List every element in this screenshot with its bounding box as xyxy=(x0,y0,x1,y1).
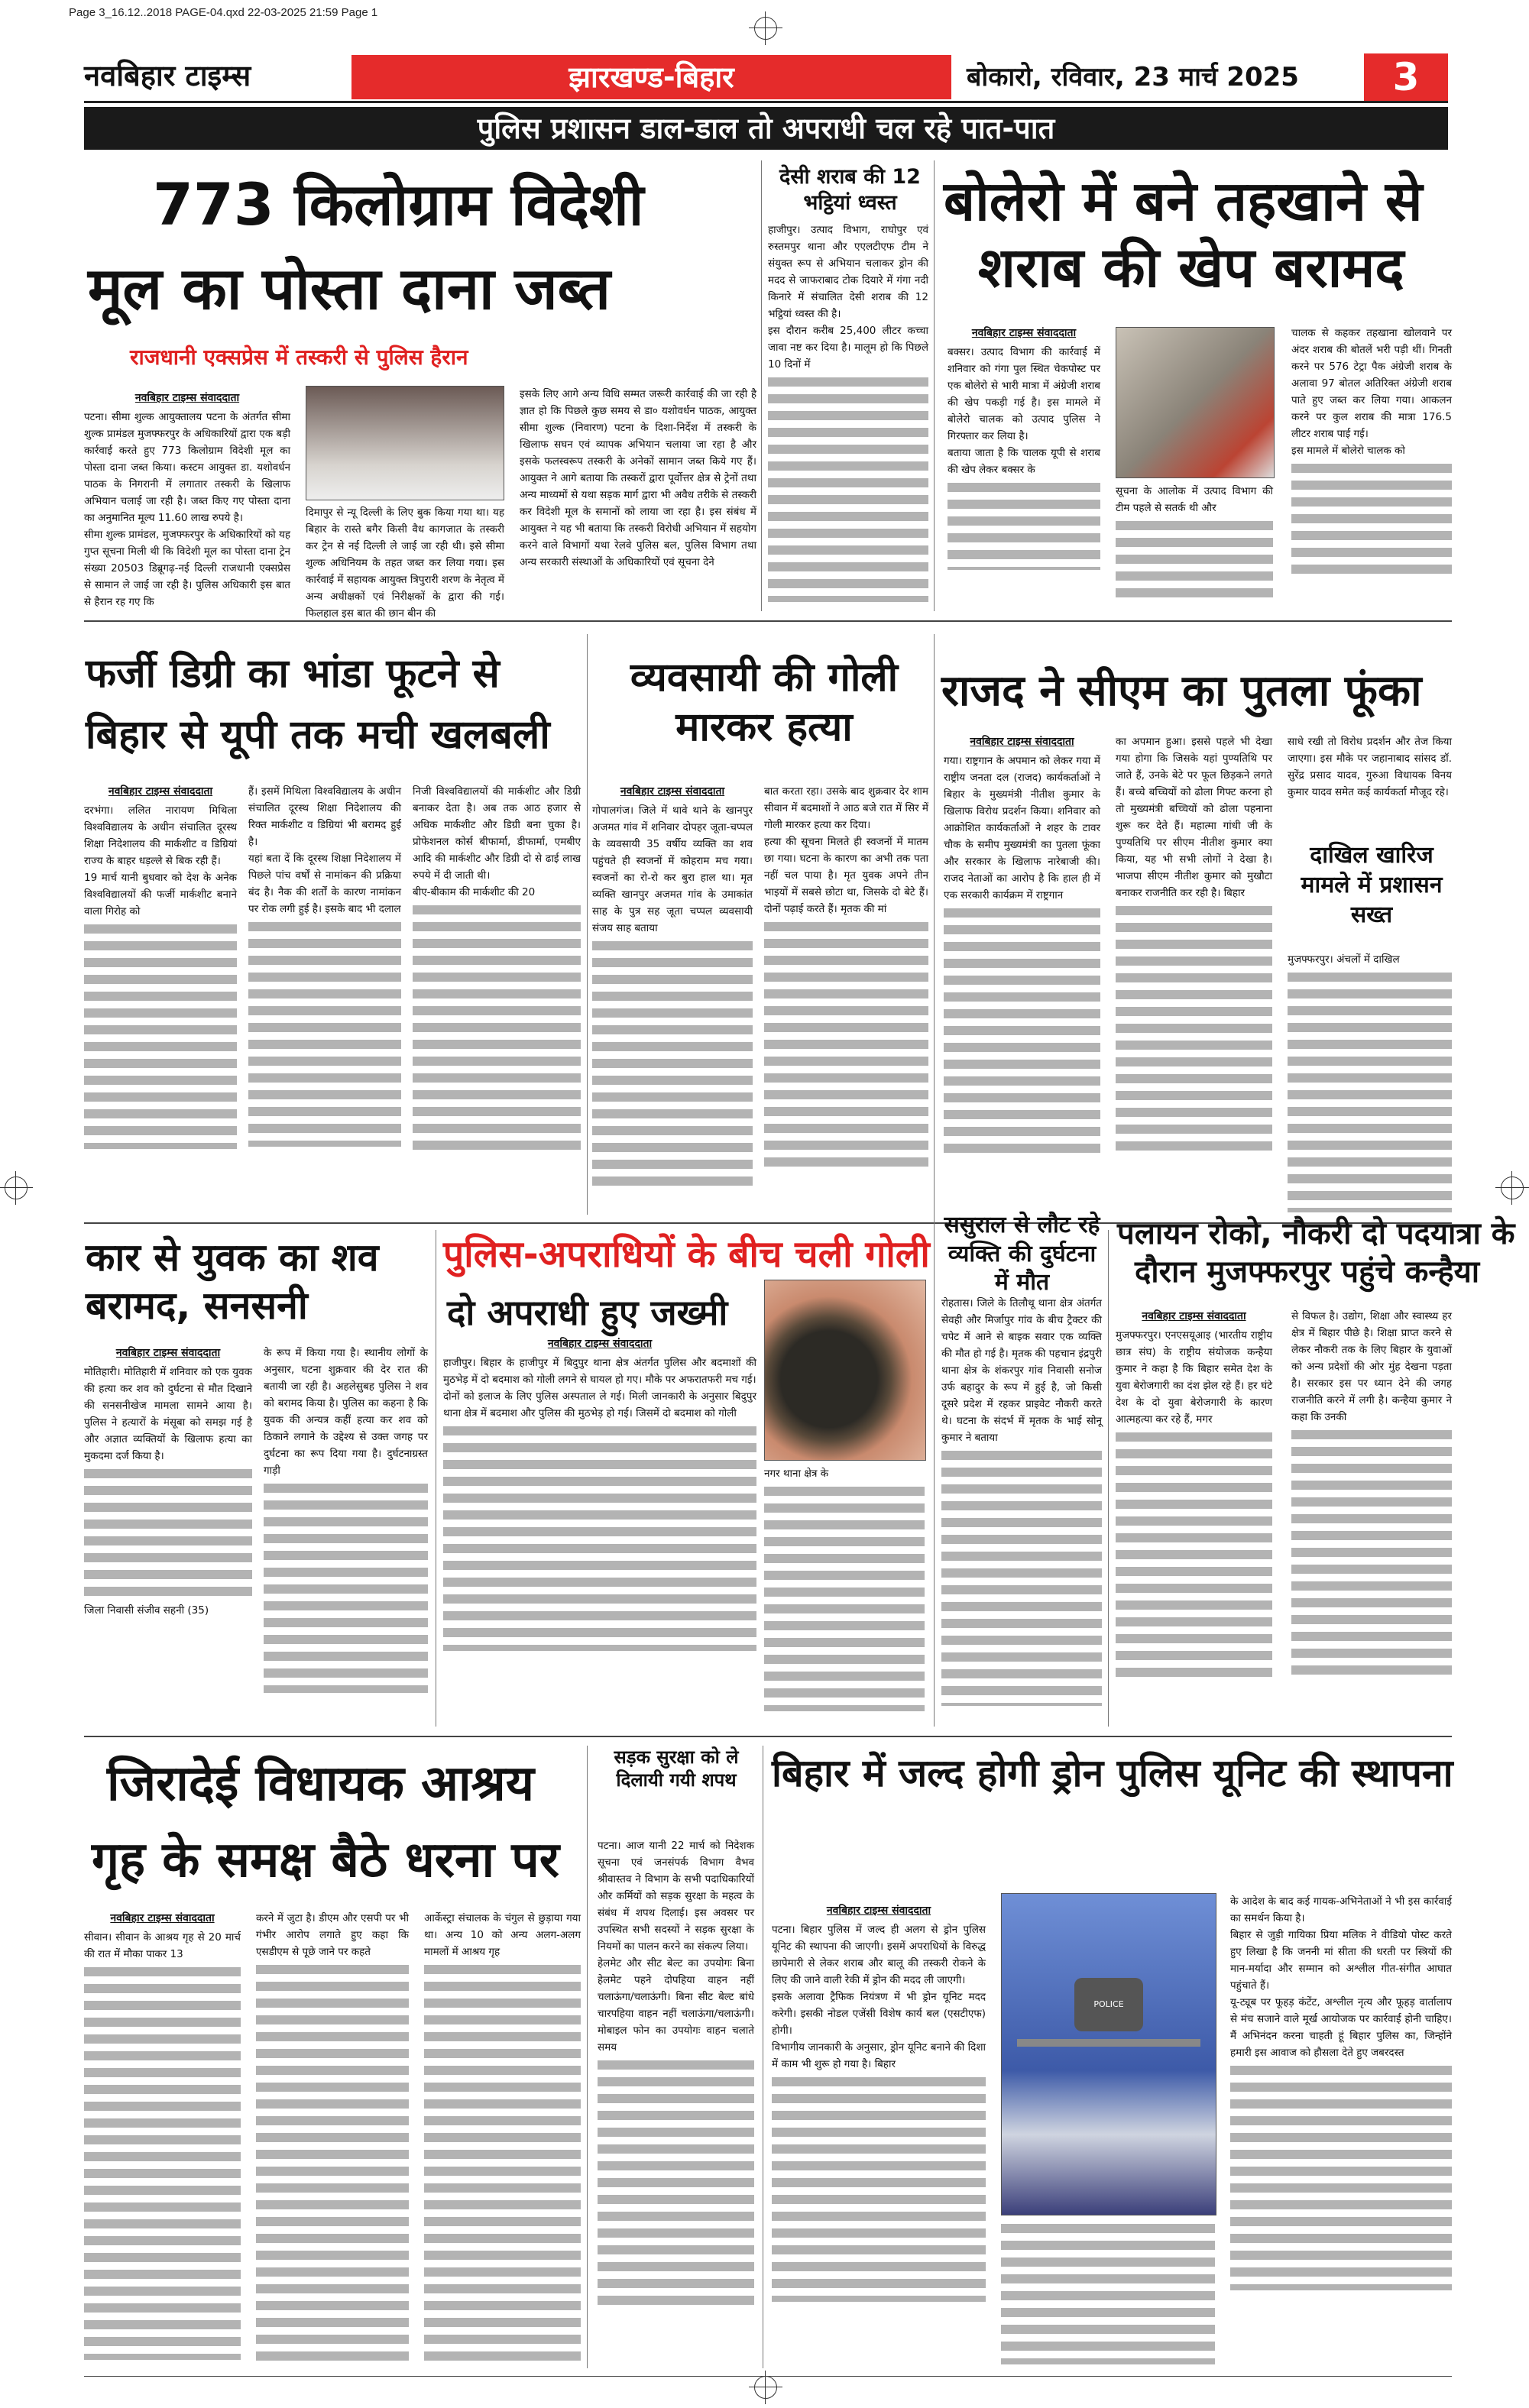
byline: नवबिहार टाइम्स संवाददाता xyxy=(826,1905,931,1917)
column-rule xyxy=(934,634,935,1727)
byline: नवबिहार टाइम्स संवाददाता xyxy=(971,327,1077,339)
paragraph: हैं। इसमें मिथिला विश्वविद्यालय के अधीन संचालित दूरस्थ शिक्षा निदेशालय की रिक्त मार्कशीट व डिग्रियां भी बरामद हुई है। xyxy=(248,785,401,848)
headline-kanhaiya-2: दौरान मुजफ्फरपुर पहुंचे कन्हैया xyxy=(1135,1254,1480,1290)
headline-car: कार से युवक का शव बरामद, सनसनी xyxy=(86,1235,379,1328)
text-filler xyxy=(948,478,1100,570)
article-drone-col2 xyxy=(1001,2219,1215,2368)
text-filler xyxy=(256,1960,409,2365)
headline-poppy-2: मूल का पोस्ता दाना जब्त xyxy=(88,254,611,322)
headline-drone: बिहार में जल्द होगी ड्रोन पुलिस यूनिट की स्थापना xyxy=(772,1751,1453,1795)
paragraph: बीए-बीकाम की मार्कशीट की 20 xyxy=(413,886,536,898)
text-filler xyxy=(772,2073,986,2302)
text-filler xyxy=(84,1465,252,1602)
paragraph: जिला निवासी संजीव सहनी (35) xyxy=(84,1604,209,1617)
registration-mark-icon xyxy=(754,17,777,40)
paragraph: दिमापुर से न्यू दिल्ली के लिए बुक किया गया था। यह बिहार के रास्ते बगैर किसी वैध कागजात के तस्करी कर ट्रेन से नई दिल्ली ले जाई जा रही थी। इसे सीमा शुल्क अधिनियम के तहत जब्त कर लिया गया। इस कार्रवाई में सहायक आयुक्त त्रिपुरारी शरण के नेतृत्व में अन्य अधीक्षकों एवं निरीक्षकों के द्वारा की गई। फिलहाल इस बात की छान बीन की xyxy=(306,507,504,620)
paragraph: इस दौरान करीब 25,400 लीटर कच्चा जावा नष्ट कर दिया है। मालूम हो कि पिछले 10 दिनों में xyxy=(768,325,928,371)
paragraph: साधे रखी तो विरोध प्रदर्शन और तेज किया जाएगा। इस मौके पर जहानाबाद सांसद डॉ. सुरेंद्र प्रसाद यादव, गुरुआ विधायक विनय कुमार यादव समेत कई कार्यकर्ता मौजूद रहे। xyxy=(1288,736,1452,798)
paragraph: सीवान। सीवान के आश्रय गृह से 20 मार्च की रात में मौका पाकर 13 xyxy=(84,1931,241,1960)
byline: नवबिहार टाइम्स संवाददाता xyxy=(108,785,213,798)
headline-ziradei-1: जिरादेई विधायक आश्रय xyxy=(107,1756,534,1812)
paragraph: दोनों को इलाज के लिए पुलिस अस्पताल ले गई। मिली जानकारी के अनुसार बिदुपुर थाना क्षेत्र में बदमाश और पुलिस की मुठभेड़ हो गई। जिसमें दो बदमाश को गोली xyxy=(443,1390,756,1419)
text-filler xyxy=(1116,901,1272,1154)
paragraph: इसके अलावा ट्रैफिक नियंत्रण में भी ड्रोन यूनिट मदद करेगी। इसकी नोडल एजेंसी विशेष कार्य बल (एसटीएफ) होगी। xyxy=(772,1991,986,2037)
drone-arms xyxy=(1017,2039,1200,2047)
paragraph: नगर थाना क्षेत्र के xyxy=(764,1468,829,1480)
text-filler xyxy=(413,901,581,1153)
article-encounter-col2 xyxy=(764,1465,925,1721)
article-dakhil xyxy=(1288,951,1452,1219)
banner-headline: पुलिस प्रशासन डाल-डाल तो अपराधी चल रहे पात-पात xyxy=(84,107,1448,150)
article-rjd-col1 xyxy=(944,733,1100,1219)
text-filler xyxy=(424,1960,581,2365)
police-drone-photo xyxy=(1001,1893,1216,2215)
text-filler xyxy=(768,373,928,602)
headline-ziradei-2: गृह के समक्ष बैठे धरना पर xyxy=(92,1832,559,1889)
paragraph: चालक से कहकर तहखाना खोलवाने पर अंदर शराब की बोतलें भरी पड़ी थीं। गिनती करने पर 576 टेट्रा पैक अंग्रेजी शराब के अलावा 97 बोतल अतिरिक्त अंग्रेजी शराब पाते हुए जब्त कर लिया गया। आकलन करने पर कुल शराब की मात्रा 176.5 लीटर शराब पाई गई। xyxy=(1291,327,1452,440)
headline-accident: ससुराल से लौट रहे व्यक्ति की दुर्घटना में मौत xyxy=(944,1212,1100,1296)
article-poppy-col2 xyxy=(306,504,504,620)
article-poppy-col1 xyxy=(84,390,290,607)
article-ziradei-col3 xyxy=(424,1910,581,2368)
customs-seizure-photo xyxy=(306,386,504,500)
headline-bolero-2: शराब की खेप बरामद xyxy=(978,235,1404,299)
text-filler xyxy=(84,1963,241,2360)
paragraph: पटना। सीमा शुल्क आयुक्तालय पटना के अंतर्गत सीमा शुल्क प्रामंडल मुजफ्फरपुर के अधिकारियों द्वारा एक बड़ी कार्रवाई करते हुए 773 किलोग्राम विदेशी मूल का पोस्ता दाना जब्त किया। कस्टम आयुक्त डा. यशोवर्धन पाठक के निगरानी में लगातार तस्करी के खिलाफ अभियान चलाई जा रही है। जब्त किए गए पोस्ता दाना का अनुमानित मूल्य 11.60 लाख रुपये है। xyxy=(84,411,290,524)
headline-murder: व्यवसायी की गोली मारकर हत्या xyxy=(630,655,899,750)
subhead-encounter: दो अपराधी हुए जख्मी xyxy=(447,1292,728,1333)
article-ziradei-col1 xyxy=(84,1910,241,2368)
paragraph: करने में जुटा है। डीएम और एसपी पर भी गंभीर आरोप लगाते हुए कहा कि एसडीएम से पूछे जाने पर कहते xyxy=(256,1912,409,1958)
text-filler xyxy=(1291,459,1452,574)
column-rule xyxy=(587,1746,588,2368)
header-rule xyxy=(84,101,1448,103)
byline: नवबिहार टाइम्स संवाददाता xyxy=(115,1347,221,1359)
text-filler xyxy=(1291,1426,1452,1678)
text-filler xyxy=(764,918,928,1170)
paragraph: यहां बता दें कि दूरस्थ शिक्षा निदेशालय में पिछले पांच वर्षों से नामांकन की प्रक्रिया बंद है। नैक की शर्तों के कारण नामांकन पर रोक लगी हुई है। इसके बाद भी दलाल xyxy=(248,853,401,915)
headline-rjd: राजद ने सीएम का पुतला फूंका xyxy=(941,666,1422,716)
text-filler xyxy=(764,1482,925,1711)
article-rjd-col3 xyxy=(1288,733,1452,837)
registration-mark-icon xyxy=(754,2376,777,2399)
headline-road: सड़क सुरक्षा को ले दिलायी गयी शपथ xyxy=(614,1746,739,1791)
paragraph: का अपमान हुआ। इससे पहले भी देखा गया होगा कि जिसके यहां पुण्यतिथि पर जाते हैं, उनके बेटे पर फूल छिड़कने लगते हैं। बच्चे बच्चियों को ढोला गिफ्ट करना हो तो मुख्यमंत्री बच्चियों को ढोला पहनाना शुरू कर देते हैं। महात्मा गांधी जी के पुण्यतिथि पर सीएम नीतीश कुमार क्या किया, यह भी सभी लोगों ने देखा है। भाजपा सीएम नीतीश कुमार को मुखौटा बनाकर राजनीति कर रही है। बिहार xyxy=(1116,736,1272,899)
paragraph: 19 मार्च यानी बुधवार को देश के अनेक विश्वविद्यालयों की फर्जी मार्कशीट बनाने वाला गिरोह को xyxy=(84,872,237,918)
headline-bhatti: देसी शराब की 12 भट्ठियां ध्वस्त xyxy=(779,165,921,215)
paragraph: दरभंगा। ललित नारायण मिथिला विश्वविद्यालय के अधीन संचालित दूरस्थ शिक्षा निदेशालय की मार्कशीट व डिग्रियां राज्य के बाहर धड़ल्ले से बिक रही हैं। xyxy=(84,804,237,867)
pistol-photo xyxy=(764,1280,926,1461)
paragraph: गोपालगंज। जिले में थावे थाने के खानपुर अजमत गांव में शनिवार दोपहर जूता-चप्पल के व्यवसायी 35 वर्षीय व्यक्ति का शव पहुंचते ही स्वजनों में कोहराम मच गया। स्वजनों का रो-रो कर बुरा हाल था। मृत व्यक्ति खानपुर अजमत गांव के उमाकांत साह के पुत्र सह जूता चप्पल व्यवसायी संजय साह बताया xyxy=(592,804,753,934)
column-rule xyxy=(761,160,762,611)
paragraph: हाजीपुर। बिहार के हाजीपुर में बिदुपुर थाना क्षेत्र अंतर्गत पुलिस और बदमाशों की मुठभेड़ में दो बदमाश को गोली लगने से घायल हो गए। मौके पर अफरातफरी मच गई। xyxy=(443,1357,756,1386)
text-filler xyxy=(598,2056,754,2308)
text-filler xyxy=(84,920,237,1149)
text-filler xyxy=(248,918,401,1147)
paragraph: के रूप में किया गया है। स्थानीय लोगों के अनुसार, घटना शुक्रवार की देर रात की बतायी जा रही है। अहलेसुबह पुलिस ने शव को बरामद किया है। पुलिस का कहना है कि युवक की अन्यत्र कहीं हत्या कर शव को ठिकाने लगाने के उद्देश्य से उक्त जगह पर दुर्घटना का रूप दिया गया है। दुर्घटनाग्रस्त गाड़ी xyxy=(264,1347,428,1477)
text-filler xyxy=(1288,968,1452,1212)
paragraph: पटना। आज यानी 22 मार्च को निदेशक सूचना एवं जनसंपर्क विभाग वैभव श्रीवास्तव ने विभाग के सभी पदाधिकारियों और कर्मियों को सड़क सुरक्षा के महत्व के संबंध में शपथ दिलाई। इस अवसर पर उपस्थित सभी सदस्यों ने सड़क सुरक्षा के नियमों का पालन करने का संकल्प लिया। xyxy=(598,1840,754,1953)
text-filler xyxy=(944,904,1100,1156)
text-filler xyxy=(264,1479,428,1693)
divider xyxy=(84,620,1452,622)
paragraph: पटना। बिहार पुलिस में जल्द ही अलग से ड्रोन पुलिस यूनिट की स्थापना की जाएगी। इसमें अपराधियों के विरुद्ध छापेमारी से लेकर शराब और बालू की तस्करी रोकने के लिए की जाने वाली रेकी में ड्रोन की मदद ली जाएगी। xyxy=(772,1924,986,1986)
paragraph: रोहतास। जिले के तिलौथू थाना क्षेत्र अंतर्गत सेवही और मिर्जापुर गांव के बीच ट्रैक्टर की चपेट में आने से बाइक सवार एक व्यक्ति की मौत हो गई है। मृतक की पहचान इंद्रपुरी थाना क्षेत्र के शंकरपुर गांव निवासी सनोज उर्फ बहादुर के रूप में हुई है, जो किसी दूसरे प्रदेश में रहकर प्राइवेट नौकरी करते थे। घटना के संदर्भ में मृतक के भाई सोनू कुमार ने बताया xyxy=(941,1297,1102,1444)
article-kanhaiya-col2 xyxy=(1291,1308,1452,1723)
byline: नवबिहार टाइम्स संवाददाता xyxy=(1142,1310,1246,1322)
headline-degree-2: बिहार से यूपी तक मची खलबली xyxy=(86,712,550,758)
text-filler xyxy=(941,1446,1102,1706)
page-number: 3 xyxy=(1364,53,1448,101)
paragraph: हत्या की सूचना मिलते ही स्वजनों में मातम छा गया। घटना के कारण का अभी तक पता नहीं चल पाया है। मृत युवक अपने तीन भाइयों में सबसे छोटा था, जिसके दो बेटे हैं। दोनों पढ़ाई करते हैं। मृतक की मां xyxy=(764,836,928,915)
headline-dakhil: दाखिल खारिज मामले में प्रशासन सख्त xyxy=(1301,842,1443,928)
paragraph: बिहार से जुड़ी गायिका प्रिया मलिक ने वीडियो पोस्ट करते हुए लिखा है कि जननी मां सीता की धरती पर स्त्रियों की मान-मर्यादा और सम्मान को अश्लील गीत-संगीत आघात पहुंचाते हैं। xyxy=(1230,1929,1452,1992)
paragraph: से विफल है। उद्योग, शिक्षा और स्वास्थ्य हर क्षेत्र में बिहार पीछे है। शिक्षा प्राप्त करने से लेकर नौकरी तक के लिए बिहार के युवाओं को अन्य प्रदेशों की ओर मुंह देखना पड़ता है। सरकार इस पर ध्यान देने की जगह राजनीति करने में लगी है। कन्हैया कुमार ने कहा कि उनकी xyxy=(1291,1310,1452,1423)
paragraph: मुजफ्फरपुर। एनएसयूआइ (भारतीय राष्ट्रीय छात्र संघ) के राष्ट्रीय संयोजक कन्हैया कुमार ने कहा है कि बिहार समेत देश के युवा बेरोजगारी का दंश झेल रहे हैं। हर घंटे देश के दो युवा बेरोजगारी के कारण आत्महत्या कर रहे हैं, मगर xyxy=(1116,1329,1272,1426)
article-drone-col1 xyxy=(772,1902,986,2368)
paragraph: यू-ट्यूब पर फूहड़ कंटेंट, अश्लील नृत्य और फूहड़ वार्तालाप से मंच सजाने वाले मूर्ख आयोजक पर कार्रवाई होनी चाहिए। मैं अभिनंदन करना चाहती हूं बिहार पुलिस का, जिन्होंने हमारी इस आवाज को हौसला देते हुए जबरदस्त xyxy=(1230,1996,1452,2059)
byline: नवबिहार टाइम्स संवाददाता xyxy=(620,785,725,798)
text-filler xyxy=(592,937,753,1189)
article-car-col2 xyxy=(264,1345,428,1723)
paragraph: विभागीय जानकारी के अनुसार, ड्रोन यूनिट बनाने की दिशा में काम भी शुरू हो गया है। बिहार xyxy=(772,2041,986,2070)
byline: नवबिहार टाइम्स संवाददाता xyxy=(110,1912,215,1924)
headline-kanhaiya-1: पलायन रोको, नौकरी दो पदयात्रा के xyxy=(1117,1216,1515,1251)
article-degree-col2 xyxy=(248,783,401,1219)
article-poppy-col3 xyxy=(520,386,756,607)
column-rule xyxy=(934,160,935,611)
article-bhatti xyxy=(768,222,928,607)
article-drone-col3 xyxy=(1230,1893,1452,2368)
text-filler xyxy=(1001,2219,1215,2364)
registration-mark-icon xyxy=(1501,1176,1524,1199)
article-murder-col2 xyxy=(764,783,928,1219)
paragraph: मोतिहारी। मोतिहारी में शनिवार को एक युवक की हत्या कर शव को दुर्घटना से मौत दिखाने की सनसनीखेज मामला सामने आया है। पुलिस ने हत्यारों के मंसूबा को समझ गई है और अज्ञात व्यक्तियों के खिलाफ हत्या का मुकदमा दर्ज किया है। xyxy=(84,1366,252,1462)
text-filler xyxy=(1116,1428,1272,1680)
article-road xyxy=(598,1837,754,2368)
footer-rule xyxy=(84,2376,1452,2377)
article-degree-col3 xyxy=(413,783,581,1219)
registration-mark-icon xyxy=(5,1176,28,1199)
byline: नवबिहार टाइम्स संवाददाता xyxy=(547,1338,653,1350)
section-title: झारखण्ड-बिहार xyxy=(351,55,951,99)
article-murder-col1 xyxy=(592,783,753,1219)
masthead: नवबिहार टाइम्स xyxy=(84,59,251,92)
paragraph: मुजफ्फरपुर। अंचलों में दाखिल xyxy=(1288,953,1400,966)
column-rule xyxy=(1108,1230,1109,1727)
headline-bolero-1: बोलेरो में बने तहखाने से xyxy=(944,169,1423,233)
article-bolero-col2 xyxy=(1116,483,1273,607)
liquor-in-vehicle-photo xyxy=(1116,327,1275,478)
divider xyxy=(84,1736,1452,1737)
article-bolero-col3 xyxy=(1291,325,1452,607)
paragraph: सूचना के आलोक में उत्पाद विभाग की टीम पहले से सतर्क थी और xyxy=(1116,485,1273,514)
paragraph: हाजीपुर। उत्पाद विभाग, राघोपुर एवं रुस्तमपुर थाना और एएलटीएफ टीम ने संयुक्त रूप से अभियान चलाकर ड्रोन की मदद से जाफराबाद टोक दियारे में गंगा नदी किनारे में संचालित देसी शराब की 12 भट्ठियां ध्वस्त की है। xyxy=(768,224,928,320)
headline-poppy-1: 773 किलोग्राम विदेशी xyxy=(153,170,644,238)
paragraph: आर्केस्ट्रा संचालक के चंगुल से छुड़ाया गया था। अन्य 10 को अन्य अलग-अलग मामलों में आश्रय गृह xyxy=(424,1912,581,1958)
paragraph: सीमा शुल्क प्रामंडल, मुजफ्फरपुर के अधिकारियों को यह गुप्त सूचना मिली थी कि विदेशी मूल का पोस्ता दाना ट्रेन संख्या 20503 डिब्रूगढ़-नई दिल्ली राजधानी एक्सप्रेस से सामान ले जाई जा रही है। पुलिस अधिकारी इस बात से हैरान रह गए कि xyxy=(84,529,291,608)
byline: नवबिहार टाइम्स संवाददाता xyxy=(134,392,240,404)
article-kanhaiya-col1 xyxy=(1116,1308,1272,1723)
print-slug: Page 3_16.12..2018 PAGE-04.qxd 22-03-2025 21:59 Page 1 xyxy=(69,6,378,19)
article-rjd-col2 xyxy=(1116,733,1272,1219)
article-ziradei-col2 xyxy=(256,1910,409,2368)
paragraph: हेलमेट और सीट बेल्ट का उपयोगः बिना हेलमेट पहने दोपहिया वाहन नहीं चलाऊंगा/चलाऊंगी। बिना सीट बेल्ट बांधे चारपहिया वाहन नहीं चलाऊंगा/चलाऊंगी। मोबाइल फोन का उपयोगः वाहन चलाते समय xyxy=(598,1957,754,2054)
text-filler xyxy=(443,1422,756,1651)
text-filler xyxy=(1116,516,1273,600)
article-degree-col1 xyxy=(84,783,237,1219)
article-car-col1 xyxy=(84,1345,252,1723)
dateline: बोकारो, रविवार, 23 मार्च 2025 xyxy=(967,62,1299,92)
column-rule xyxy=(587,634,588,1215)
paragraph: निजी विश्वविद्यालयों की मार्कशीट और डिग्री बनाकर देता है। अब तक आठ हजार से अधिक मार्कशीट और डिग्री बना चुका है। प्रोफेशनल कोर्स बीफार्मा, डीफार्मा, एमबीए आदि की मार्कशीट और डिग्री दो से ढाई लाख रुपये में दी जाती थी। xyxy=(413,785,581,882)
article-bolero-col1 xyxy=(948,325,1100,607)
article-encounter-col1 xyxy=(443,1335,756,1721)
paragraph: इसके लिए आगे अन्य विधि सम्मत जरूरी कार्रवाई की जा रही है ज्ञात हो कि पिछले कुछ समय से डा० यशोवर्धन पाठक, आयुक्त सीमा शुल्क (निवारण) पटना के दिशा-निर्देश में तस्करी के खिलाफ सघन एवं व्यापक अभियान चलाया जा रहा है और इसके फलस्वरूप तस्करी के अनेकों सामान जब्त किये गए हैं। आयुक्त ने आगे बताया कि तस्करों द्वारा पूर्वोत्तर क्षेत्र से ट्रेनों तथा अन्य माध्यमों से यथा सड़क मार्ग द्वारा भी अवैध तरीके से तस्करी कर विदेशी मूल के समानों को लाया जा रहा है। इस संबंध में आयुक्त ने यह भी बताया कि तस्करी विरोधी अभियान में सहयोग करने वाले विभागों यथा रेलवे पुलिस बल, पुलिस विभाग तथा अन्य सरकारी संस्थाओं के अधिकारियों एवं सूचना देने xyxy=(520,388,756,568)
headline-degree-1: फर्जी डिग्री का भांडा फूटने से xyxy=(86,651,500,697)
paragraph: बताया जाता है कि चालक यूपी से शराब की खेप लेकर बक्सर के xyxy=(948,447,1100,476)
paragraph: गया। राष्ट्रगान के अपमान को लेकर गया में राष्ट्रीय जनता दल (राजद) कार्यकर्ताओं ने बिहार के मुख्यमंत्री नीतीश कुमार के खिलाफ विरोध प्रदर्शन किया। शनिवार को आक्रोशित कार्यकर्ताओं ने शहर के टावर चौक के समीप मुख्यमंत्री का पुतला फूंका और सरकार के खिलाफ नारेबाजी की। राजद नेताओं का आरोप है कि हाल ही में एक सरकारी कार्यक्रम में राष्ट्रगान xyxy=(944,755,1100,901)
headline-encounter: पुलिस-अपराधियों के बीच चली गोली xyxy=(443,1233,930,1276)
paragraph: बात करता रहा। उसके बाद शुक्रवार देर शाम सीवान में बदमाशों ने आठ बजे रात में सिर में गोली मारकर हत्या कर दिया। xyxy=(764,785,928,831)
subhead-poppy: राजधानी एक्सप्रेस में तस्करी से पुलिस हैरान xyxy=(130,345,468,370)
drone-icon: POLICE xyxy=(1074,1978,1143,2031)
paragraph: इस मामले में बोलेरो चालक को xyxy=(1291,445,1405,457)
article-accident xyxy=(941,1295,1102,1723)
paragraph: बक्सर। उत्पाद विभाग की कार्रवाई में शनिवार को गंगा पुल स्थित चेकपोस्ट पर एक बोलेरो से भारी मात्रा में अंग्रेजी शराब की खेप पकड़ी गई है। इस मामले में बोलेरो चालक को उत्पाद पुलिस ने गिरफ्तार कर लिया है। xyxy=(948,346,1100,442)
text-filler xyxy=(1230,2061,1452,2290)
byline: नवबिहार टाइम्स संवाददाता xyxy=(970,736,1074,748)
paragraph: के आदेश के बाद कई गायक-अभिनेताओं ने भी इस कार्रवाई का समर्थन किया है। xyxy=(1230,1895,1452,1924)
